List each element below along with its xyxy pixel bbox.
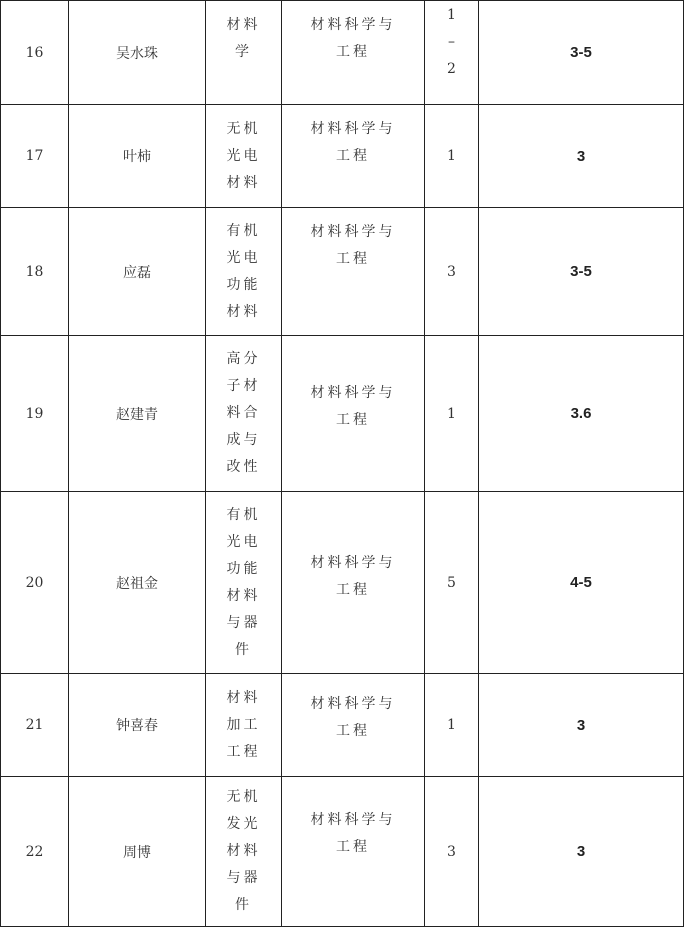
supervisor-name: 赵建青 xyxy=(69,336,206,492)
supervisor-name: 吴水珠 xyxy=(69,1,206,105)
major-cell xyxy=(206,674,282,777)
years-cell: 4-5 xyxy=(479,492,684,674)
count-cell: 3 xyxy=(425,208,479,336)
years-cell: 3 xyxy=(479,105,684,208)
row-number: 17 xyxy=(1,105,69,208)
table-row xyxy=(1,105,684,208)
supervisor-name: 赵祖金 xyxy=(69,492,206,674)
discipline-cell xyxy=(282,492,425,674)
years-cell: 3 xyxy=(479,674,684,777)
discipline-text: 材料科学与工程 xyxy=(310,385,396,428)
discipline-text: 材料科学与工程 xyxy=(310,121,396,164)
supervisor-name: 钟喜春 xyxy=(69,674,206,777)
discipline-cell xyxy=(282,674,425,777)
count-cell xyxy=(425,1,479,105)
major-text: 高分子材料合成与改性 xyxy=(226,351,261,475)
major-text: 材料学 xyxy=(226,17,261,60)
discipline-cell xyxy=(282,777,425,927)
count-cell: 1 xyxy=(425,105,479,208)
discipline-cell xyxy=(282,336,425,492)
supervisor-name: 应磊 xyxy=(69,208,206,336)
table-row xyxy=(1,674,684,777)
years-cell: 3-5 xyxy=(479,1,684,105)
major-cell xyxy=(206,492,282,674)
row-number: 21 xyxy=(1,674,69,777)
count-cell: 3 xyxy=(425,777,479,927)
discipline-text: 材料科学与工程 xyxy=(310,696,396,739)
years-cell: 3-5 xyxy=(479,208,684,336)
major-cell xyxy=(206,336,282,492)
row-number: 22 xyxy=(1,777,69,927)
major-text: 无机发光材料与器件 xyxy=(226,789,261,913)
years-cell: 3 xyxy=(479,777,684,927)
count-cell: 1 xyxy=(425,336,479,492)
supervisor-name: 叶柿 xyxy=(69,105,206,208)
discipline-text: 材料科学与工程 xyxy=(310,555,396,598)
count-cell: 1 xyxy=(425,674,479,777)
major-cell xyxy=(206,208,282,336)
count-cell: 5 xyxy=(425,492,479,674)
discipline-text: 材料科学与工程 xyxy=(310,812,396,855)
major-text: 材料加工工程 xyxy=(226,689,261,760)
major-cell xyxy=(206,777,282,927)
discipline-cell xyxy=(282,208,425,336)
years-cell: 3.6 xyxy=(479,336,684,492)
table-row xyxy=(1,492,684,674)
count-text: 1–2 xyxy=(447,7,456,77)
discipline-cell xyxy=(282,1,425,105)
row-number: 18 xyxy=(1,208,69,336)
major-cell xyxy=(206,1,282,105)
major-cell xyxy=(206,105,282,208)
table-row xyxy=(1,336,684,492)
supervisor-name: 周博 xyxy=(69,777,206,927)
major-text: 有机光电功能材料与器件 xyxy=(226,506,261,658)
row-number: 16 xyxy=(1,1,69,105)
major-text: 无机光电材料 xyxy=(226,120,261,191)
table-row xyxy=(1,208,684,336)
discipline-text: 材料科学与工程 xyxy=(310,17,396,60)
row-number: 19 xyxy=(1,336,69,492)
table-row xyxy=(1,1,684,105)
major-text: 有机光电功能材料 xyxy=(226,222,261,320)
table-row xyxy=(1,777,684,927)
discipline-cell xyxy=(282,105,425,208)
row-number: 20 xyxy=(1,492,69,674)
discipline-text: 材料科学与工程 xyxy=(310,224,396,267)
